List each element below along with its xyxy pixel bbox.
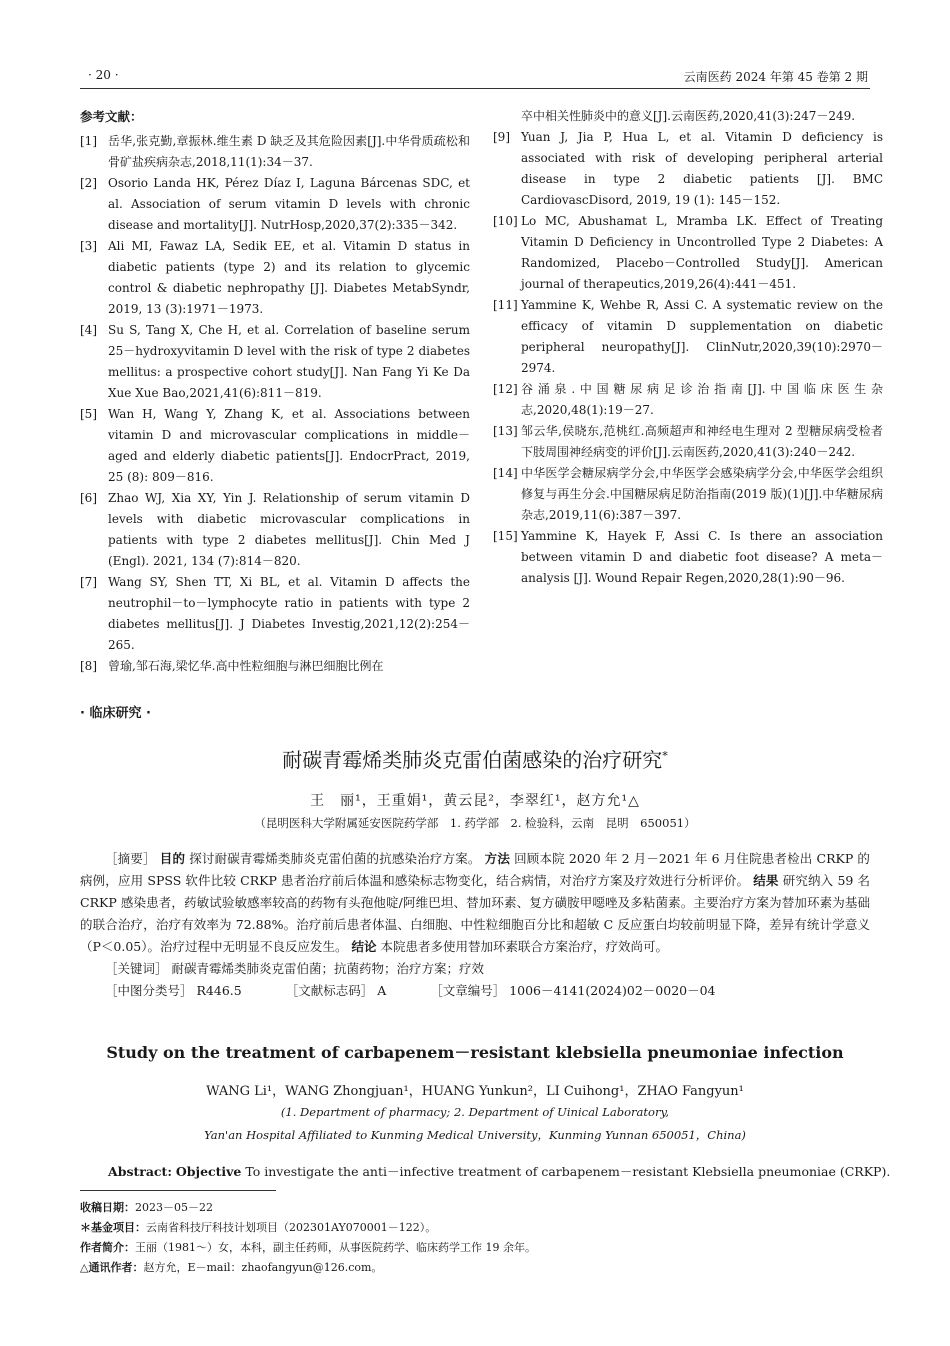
reference-text: Yammine K, Wehbe R, Assi C. A systematic review on the efficacy of vitamin D supplementation on diabetic peripheral neuropathy[J]. ClinNutr,2020,39(10):2970－2974. (521, 298, 883, 375)
author-bio-label: 作者简介： (80, 1241, 135, 1254)
abstract-en-objective-label: Objective (175, 1164, 242, 1179)
received-date (80, 1198, 870, 1218)
reference-number: [1] (80, 134, 97, 148)
reference-number: [7] (80, 575, 97, 589)
method-text: 回顾本院 2020 年 2 月－2021 年 6 月住院患者检出 CRKP 的病例，应用 SPSS 软件比较 CRKP 患者治疗前后体温和感染标志物变化，结合病情，对治疗方案及疗效进行分析评价。 (80, 851, 870, 888)
reference-number: [14] (493, 466, 518, 480)
references-list-left (80, 131, 470, 677)
abstract-en-label: Abstract: (108, 1164, 172, 1179)
corr-value: 赵方允，E－mail：zhaofangyun@126.com。 (143, 1261, 383, 1274)
fund-info (80, 1218, 870, 1238)
objective-label: 目的 (159, 851, 186, 866)
doc-code-value: A (377, 983, 387, 998)
references-right-column (493, 106, 883, 589)
classification-line (80, 980, 870, 1002)
title-cn-text: 耐碳青霉烯类肺炎克雷伯菌感染的治疗研究 (282, 748, 663, 772)
references-left-column (80, 106, 470, 677)
abstract-cn (80, 848, 870, 1002)
authors-en: WANG Li¹，WANG Zhongjuan¹，HUANG Yunkun²，LI Cuihong¹，ZHAO Fangyun¹ (206, 1084, 744, 1099)
author-bio (80, 1238, 870, 1258)
reference-item (80, 173, 470, 236)
references-title: 参考文献： (80, 109, 143, 124)
section-label: · 临床研究 · (80, 706, 151, 721)
reference-text: Zhao WJ, Xia XY, Yin J. Relationship of serum vitamin D levels with diabetic microvascular complications in patients with type 2 diabetes mellitus[J]. Chin Med J (Engl). 2021, 134 (7):814－820. (108, 491, 470, 568)
reference-number: [2] (80, 176, 97, 190)
reference-number: [15] (493, 529, 518, 543)
objective-text: 探讨耐碳青霉烯类肺炎克雷伯菌的抗感染治疗方案。 (189, 851, 481, 866)
reference-text: 曾瑜,邹石海,梁忆华.高中性粒细胞与淋巴细胞比例在 (108, 659, 384, 673)
reference-item (493, 211, 883, 295)
result-label: 结果 (753, 873, 779, 888)
reference-text: Osorio Landa HK, Pérez Díaz I, Laguna Bárcenas SDC, et al. Association of serum vitamin D levels with chronic disease and mortality[J]. NutrHosp,2020,37(2):335－342. (108, 176, 470, 232)
reference-number: [13] (493, 424, 518, 438)
reference-number: [9] (493, 130, 510, 144)
keywords-line (80, 958, 870, 980)
reference-text: Lo MC, Abushamat L, Mramba LK. Effect of Treating Vitamin D Deficiency in Uncontrolled Type 2 Diabetes: A Randomized, Placebo－Controlled Study[J]. American journal of therapeutics,2019,26(4):441－451. (521, 214, 883, 291)
result-text: 研究纳入 59 名 CRKP 感染患者，药敏试验敏感率较高的药物有头孢他啶/阿维巴坦、替加环素、复方磺胺甲噁唑及多粘菌素。主要治疗方案为替加环素为基础的联合治疗，治疗有效率为 72.88%。治疗前后患者体温、白细胞、中性粒细胞百分比和超敏 C 反应蛋白均较前明显下降，差异有统计学意义（P＜0.05）。治疗过程中无明显不良反应发生。 (80, 873, 870, 954)
article-no-value: 1006－4141(2024)02－0020－04 (509, 983, 716, 998)
fund-label: ＊基金项目： (80, 1221, 146, 1234)
references-list-right (493, 127, 883, 589)
reference-text: Ali MI, Fawaz LA, Sedik EE, et al. Vitamin D status in diabetic patients (type 2) and its relation to glycemic control & diabetic nephropathy [J]. Diabetes MetabSyndr, 2019, 13 (3):1971－1973. (108, 239, 470, 316)
article-no-label: ［文章编号］ (430, 983, 506, 998)
reference-item (80, 488, 470, 572)
reference-number: [10] (493, 214, 518, 228)
reference-item (493, 421, 883, 463)
abstract-cn-body (80, 848, 870, 958)
reference-text: 中华医学会糖尿病学分会,中华医学会感染病学分会,中华医学会组织修复与再生分会.中国糖尿病足防治指南(2019 版)(1)[J].中华糖尿病杂志,2019,11(6):387－397. (521, 466, 883, 522)
reference-text: Yuan J, Jia P, Hua L, et al. Vitamin D deficiency is associated with risk of developing peripheral arterial disease in type 2 diabetic patients [J]. BMC CardiovascDisord, 2019, 19 (1): 145－152. (521, 130, 883, 207)
journal-header: 云南医药 2024 年第 45 卷第 2 期 (683, 70, 868, 84)
reference-text: Wang SY, Shen TT, Xi BL, et al. Vitamin D affects the neutrophil－to－lymphocyte ratio in patients with type 2 diabetes mellitus[J]. J Diabetes Investig,2021,12(2):254－265. (108, 575, 470, 652)
reference-item (493, 463, 883, 526)
clc-value: R446.5 (196, 983, 242, 998)
reference-item (80, 236, 470, 320)
affiliation-en-line-2: Yan'an Hospital Affiliated to Kunming Medical University，Kunming Yunnan 650051，China) (204, 1128, 746, 1142)
authors-cn: 王 丽¹，王重娟¹，黄云昆²，李翠红¹，赵方允¹△ (310, 793, 640, 809)
title-footnote-mark: * (662, 749, 668, 763)
keywords-label: ［关键词］ (105, 961, 168, 976)
reference-item (493, 127, 883, 211)
reference-item (493, 295, 883, 379)
reference-number: [6] (80, 491, 97, 505)
method-label: 方法 (484, 851, 510, 866)
reference-number: [3] (80, 239, 97, 253)
reference-text: 岳华,张克勤,章振林.维生素 D 缺乏及其危险因素[J].中华骨质疏松和骨矿盐疾病杂志,2018,11(1):34－37. (108, 134, 470, 169)
reference-text: 谷涌泉.中国糖尿病足诊治指南[J].中国临床医生杂志,2020,48(1):19－27. (521, 382, 883, 417)
reference-number: [12] (493, 382, 518, 396)
footnote-rule (80, 1190, 276, 1191)
reference-item (80, 131, 470, 173)
corr-label: △通讯作者： (80, 1261, 144, 1274)
reference-item (493, 526, 883, 589)
reference-number: [11] (493, 298, 518, 312)
abstract-en (108, 1162, 891, 1180)
clc-label: ［中图分类号］ (105, 983, 193, 998)
abstract-en-text: To investigate the anti－infective treatment of carbapenem－resistant Klebsiella pneumoniae (CRKP). (245, 1164, 891, 1179)
article-title-cn (0, 744, 950, 773)
fund-value: 云南省科技厅科技计划项目（202301AY070001－122）。 (146, 1221, 437, 1234)
received-value: 2023－05－22 (135, 1201, 213, 1214)
keywords: 耐碳青霉烯类肺炎克雷伯菌；抗菌药物；治疗方案；疗效 (171, 961, 485, 976)
reference-item (80, 656, 470, 677)
footnotes (80, 1198, 870, 1278)
abstract-label: ［摘要］ (105, 851, 156, 866)
reference-item (80, 320, 470, 404)
conclusion-label: 结论 (351, 939, 377, 954)
author-bio-value: 王丽（1981～）女，本科，副主任药师，从事医院药学、临床药学工作 19 余年。 (135, 1241, 536, 1254)
reference-item (80, 572, 470, 656)
reference-text: Su S, Tang X, Che H, et al. Correlation of baseline serum 25－hydroxyvitamin D level with the risk of type 2 diabetes mellitus: a prospective cohort study[J]. Nan Fang Yi Ke Da Xue Xue Bao,2021,41(6):811－819. (108, 323, 470, 400)
reference-number: [8] (80, 659, 97, 673)
reference-text: Wan H, Wang Y, Zhang K, et al. Associations between vitamin D and microvascular complications in middle－aged and elderly diabetic patients[J]. EndocrPract, 2019, 25 (8): 809－816. (108, 407, 470, 484)
doc-code-label: ［文献标志码］ (285, 983, 374, 998)
reference-number: [4] (80, 323, 97, 337)
reference-text: 邹云华,侯晓东,范桃红.高频超声和神经电生理对 2 型糖尿病受检者下肢周围神经病变的评价[J].云南医药,2020,41(3):240－242. (521, 424, 883, 459)
article-title-en: Study on the treatment of carbapenem－resistant klebsiella pneumoniae infection (106, 1043, 844, 1062)
affiliation-cn: （昆明医科大学附属延安医院药学部 1. 药学部 2. 检验科，云南 昆明 650051） (254, 816, 696, 830)
header-rule (80, 88, 870, 89)
reference-item (493, 379, 883, 421)
reference-text: Yammine K, Hayek F, Assi C. Is there an association between vitamin D and diabetic foot disease? A meta－analysis [J]. Wound Repair Regen,2020,28(1):90－96. (521, 529, 883, 585)
corresponding-author (80, 1258, 870, 1278)
reference-item (80, 404, 470, 488)
reference-8-continuation: 卒中相关性肺炎中的意义[J].云南医药,2020,41(3):247－249. (521, 109, 856, 123)
reference-number: [5] (80, 407, 97, 421)
received-label: 收稿日期： (80, 1201, 135, 1214)
page-number: · 20 · (88, 68, 119, 82)
affiliation-en-line-1: (1. Department of pharmacy; 2. Department of Uinical Laboratory, (280, 1105, 670, 1119)
conclusion-text: 本院患者多使用替加环素联合方案治疗，疗效尚可。 (380, 939, 668, 954)
